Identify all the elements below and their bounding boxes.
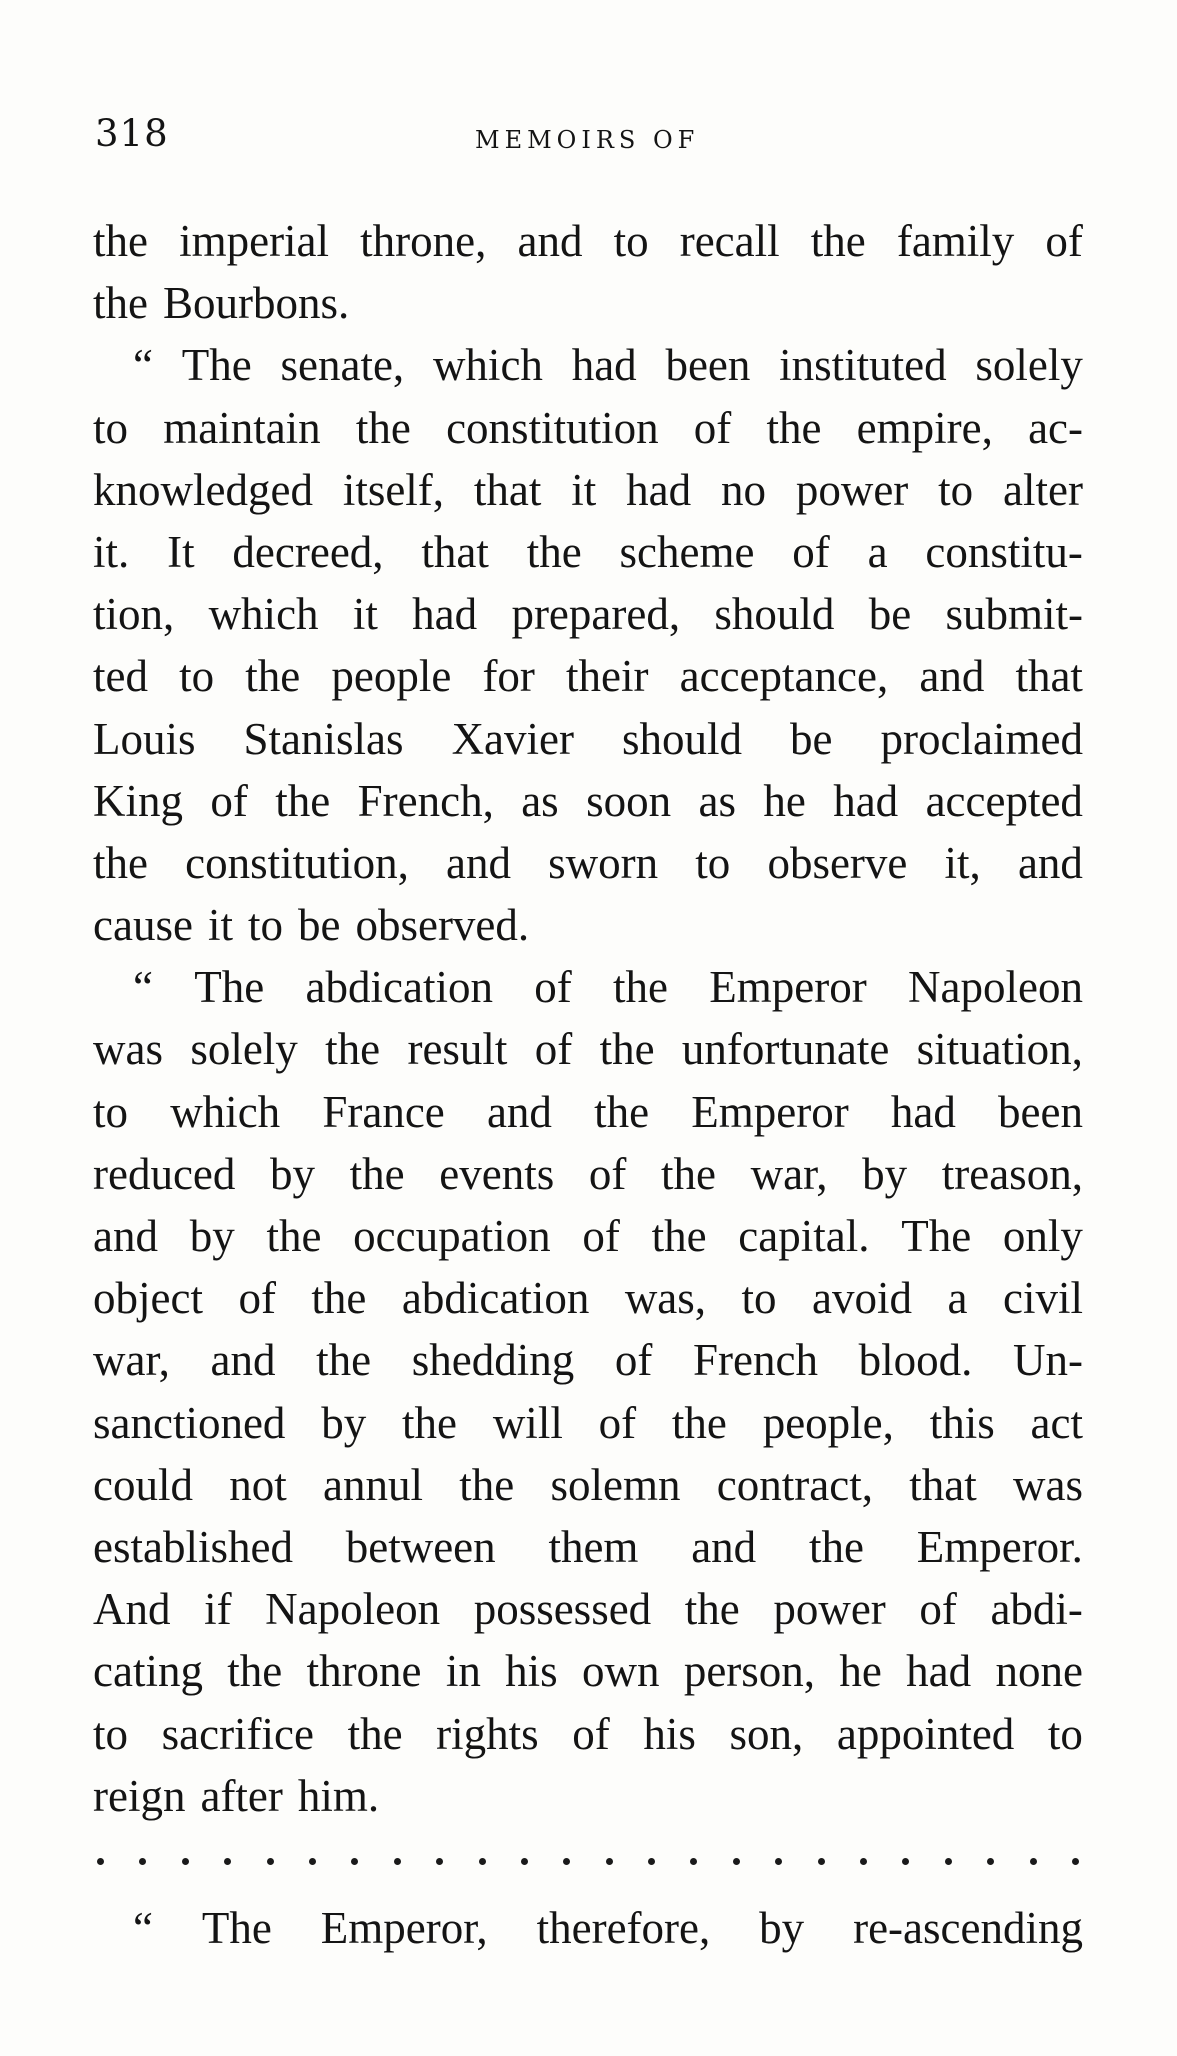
word: own (582, 1646, 660, 1697)
word: could (93, 1459, 193, 1510)
word: of (238, 1273, 276, 1324)
word: the (93, 278, 148, 329)
ellipsis-dot (563, 1858, 570, 1865)
word: if (204, 1584, 232, 1635)
word: Napoleon (265, 1584, 441, 1635)
word: established (93, 1521, 293, 1572)
word: it (571, 464, 597, 515)
word: family (896, 216, 1015, 266)
word: Emperor (709, 962, 867, 1013)
word: annul (323, 1459, 424, 1510)
word: Emperor (691, 1086, 849, 1137)
ellipsis-dot (945, 1858, 952, 1865)
word: accepted (925, 775, 1083, 826)
text-line (93, 1329, 1083, 1391)
text-line (93, 1640, 1083, 1702)
word: and (93, 1211, 158, 1261)
word: to (938, 464, 974, 515)
word: solely (975, 340, 1083, 391)
ellipsis-dot (606, 1858, 613, 1865)
word: was (93, 1024, 163, 1075)
word: war, (93, 1335, 170, 1386)
word: observed. (355, 900, 530, 951)
word: which (432, 340, 543, 391)
word: the (684, 1584, 740, 1635)
ellipsis-dot (267, 1858, 274, 1865)
ellipsis-dot (351, 1858, 358, 1865)
text-line (93, 1392, 1083, 1454)
word: the (93, 216, 148, 266)
word: be (790, 713, 833, 764)
word: The (901, 1211, 972, 1261)
ellipsis-dot (394, 1858, 401, 1865)
word: to (93, 1708, 129, 1759)
text-line (93, 210, 1083, 272)
ellipsis-dot (818, 1858, 825, 1865)
text-line (93, 1516, 1083, 1578)
word: to (695, 837, 731, 888)
ellipsis-dot (224, 1858, 231, 1865)
word: contract, (716, 1459, 873, 1510)
word: war, (750, 1148, 828, 1199)
word: of (693, 402, 732, 453)
word: of (919, 1584, 957, 1635)
word: that (473, 464, 542, 515)
word: The (201, 1902, 272, 1953)
word: ted (93, 651, 148, 702)
ellipsis-dot (690, 1858, 697, 1865)
word: and (919, 651, 985, 702)
word: he (763, 775, 806, 826)
word: cating (93, 1646, 203, 1697)
word: French, (357, 775, 494, 826)
text-line (93, 1454, 1083, 1516)
word: itself, (342, 464, 445, 515)
text-line (93, 272, 1083, 334)
word: not (229, 1459, 287, 1510)
ellipsis-dot (479, 1858, 486, 1865)
ellipsis-dot (309, 1858, 316, 1865)
word: should (714, 589, 835, 640)
word: appointed (836, 1708, 1015, 1759)
text-line (93, 334, 1083, 396)
word: prepared, (511, 589, 681, 640)
word: re-ascending (853, 1902, 1083, 1953)
word: the (316, 1335, 372, 1386)
text-line (93, 1205, 1083, 1267)
word: him. (297, 1770, 380, 1821)
word: had (412, 589, 478, 640)
word: the (245, 651, 301, 702)
body-text (93, 210, 1083, 1959)
word: of (614, 1335, 653, 1386)
word: sanctioned (93, 1397, 286, 1448)
word: the (599, 1024, 655, 1075)
word: rights (436, 1708, 539, 1759)
word: civil (1002, 1273, 1083, 1324)
word: the (526, 526, 582, 577)
word: people (331, 651, 452, 702)
word: Emperor. (916, 1521, 1083, 1572)
word: as (521, 775, 559, 826)
word: of (588, 1148, 627, 1199)
word: to (613, 216, 649, 266)
text-line (93, 1267, 1083, 1329)
word: the (594, 1086, 650, 1137)
word: to (247, 900, 283, 951)
word: the (227, 1646, 283, 1697)
word: after (200, 1770, 283, 1821)
word: And (93, 1584, 171, 1635)
ellipsis-dot (860, 1858, 867, 1865)
word: person, (683, 1646, 816, 1697)
text-line (93, 956, 1083, 1018)
word: to (93, 402, 129, 453)
text-line (93, 770, 1083, 832)
text-line (93, 1897, 1083, 1959)
word: the (275, 775, 331, 826)
word: possessed (473, 1584, 652, 1635)
word: was, (624, 1273, 707, 1324)
word: the (808, 1521, 864, 1572)
word: result (407, 1024, 508, 1075)
ellipsis-dot (521, 1858, 528, 1865)
word: son, (729, 1708, 804, 1759)
word: that (1015, 651, 1083, 702)
word: imperial (179, 216, 330, 266)
text-line (93, 1765, 1083, 1827)
word: therefore, (536, 1902, 711, 1953)
word: people, (762, 1397, 894, 1448)
word: the (459, 1459, 515, 1510)
word: will (492, 1397, 563, 1448)
word: his (643, 1708, 696, 1759)
word: the (402, 1397, 458, 1448)
text-line (93, 583, 1083, 645)
text-line (93, 1578, 1083, 1640)
word: abdication (401, 1273, 590, 1324)
word: which (208, 589, 319, 640)
word: be (297, 900, 341, 951)
word: as (698, 775, 736, 826)
word: of (582, 1211, 620, 1261)
text-line (93, 708, 1083, 770)
word: proclaimed (880, 713, 1083, 764)
word: decreed, (232, 526, 384, 577)
word: only (1002, 1211, 1083, 1261)
word: sacrifice (161, 1708, 314, 1759)
ellipsis-dot (648, 1858, 655, 1865)
word: throne, (360, 216, 487, 266)
word: had (626, 464, 692, 515)
word: been (665, 340, 751, 391)
ellipsis-dot (97, 1858, 104, 1865)
text-line (93, 645, 1083, 707)
word: cause (93, 900, 193, 951)
text-line (93, 894, 1083, 956)
word: the (613, 962, 668, 1013)
ellipsis-dot (436, 1858, 443, 1865)
word: the (766, 402, 822, 453)
text-line (93, 1143, 1083, 1205)
word: reduced (93, 1148, 236, 1199)
word: them (548, 1521, 639, 1572)
word: to (741, 1273, 777, 1324)
word: ac- (1028, 402, 1083, 453)
word: instituted (779, 340, 947, 391)
word: the (347, 1708, 403, 1759)
ellipsis-dot (775, 1858, 782, 1865)
word: of (792, 526, 830, 577)
word: been (998, 1086, 1083, 1137)
word: treason, (941, 1148, 1083, 1199)
word: object (93, 1273, 203, 1324)
word: and (486, 1086, 552, 1137)
word: French (693, 1335, 818, 1386)
word: solemn (550, 1459, 681, 1510)
word: capital. (738, 1211, 870, 1261)
word: by (270, 1148, 316, 1199)
ellipsis-dot (139, 1858, 146, 1865)
word: scheme (619, 526, 755, 577)
word: and (1017, 837, 1083, 888)
word: recall (679, 216, 780, 266)
word: blood. (858, 1335, 973, 1386)
word: a (867, 526, 888, 577)
text-line (93, 832, 1083, 894)
word: tion, (93, 589, 175, 640)
word: Louis (93, 713, 196, 764)
word: Un- (1012, 1335, 1083, 1386)
word: submit- (945, 589, 1083, 640)
word: abdication (305, 962, 493, 1013)
word: to (93, 1086, 129, 1137)
running-head (95, 112, 1085, 162)
word: it, (944, 837, 981, 888)
word: It (167, 526, 195, 577)
word: the (651, 1211, 707, 1261)
word: acceptance, (679, 651, 889, 702)
word: abdi- (990, 1584, 1083, 1635)
word: Napoleon (908, 962, 1083, 1013)
word: occupation (353, 1211, 551, 1261)
ellipsis-dot (1030, 1858, 1037, 1865)
word: his (505, 1646, 558, 1697)
word: had (833, 775, 899, 826)
word: and (210, 1335, 276, 1386)
word: Stanislas (243, 713, 404, 764)
word: by (189, 1211, 235, 1261)
word: Bourbons. (162, 278, 350, 329)
word: the (810, 216, 866, 266)
word: had (890, 1086, 956, 1137)
word: reign (93, 1770, 186, 1821)
word: knowledged (93, 464, 313, 515)
word: and (517, 216, 583, 266)
word: observe (767, 837, 908, 888)
word: throne (306, 1646, 422, 1697)
word: solely (190, 1024, 298, 1075)
word: avoid (812, 1273, 913, 1324)
word: the (311, 1273, 367, 1324)
word: “ (133, 1902, 153, 1953)
word: The (181, 340, 252, 391)
running-title: MEMOIRS OF (475, 126, 700, 154)
text-line (93, 459, 1083, 521)
word: constitution, (185, 837, 409, 888)
word: be (868, 589, 912, 640)
word: of (534, 1024, 573, 1075)
text-line (93, 1018, 1083, 1080)
ellipsis-dot (987, 1858, 994, 1865)
word: senate, (280, 340, 405, 391)
ellipsis-dot (182, 1858, 189, 1865)
word: by (862, 1148, 908, 1199)
word: had (571, 340, 637, 391)
word: that (421, 526, 489, 577)
ellipsis-dots-row (93, 1827, 1083, 1897)
word: he (839, 1646, 882, 1697)
word: to (179, 651, 215, 702)
word: and (691, 1521, 757, 1572)
word: the (349, 1148, 405, 1199)
word: had (906, 1646, 972, 1697)
word: of (1045, 216, 1083, 266)
word: act (1030, 1397, 1083, 1448)
text-line (93, 1703, 1083, 1765)
word: “ (133, 340, 153, 391)
word: which (170, 1086, 281, 1137)
word: by (759, 1902, 805, 1953)
word: the (266, 1211, 322, 1261)
word: to (1047, 1708, 1083, 1759)
word: their (566, 651, 649, 702)
word: that (909, 1459, 977, 1510)
word: of (210, 775, 248, 826)
ellipsis-dot (1072, 1858, 1079, 1865)
word: maintain (163, 402, 321, 453)
ellipsis-dot (733, 1858, 740, 1865)
word: the (671, 1397, 727, 1448)
word: of (572, 1708, 610, 1759)
word: The (194, 962, 265, 1013)
page-number: 318 (95, 112, 169, 155)
word: it. (93, 526, 130, 577)
ellipsis-dot (902, 1858, 909, 1865)
word: no (720, 464, 766, 515)
word: constitution (446, 402, 659, 453)
word: a (947, 1273, 968, 1324)
word: unfortunate (681, 1024, 890, 1075)
word: of (534, 962, 572, 1013)
word: shedding (411, 1335, 575, 1386)
word: the (355, 402, 411, 453)
word: Emperor, (320, 1902, 488, 1953)
word: King (93, 775, 183, 826)
word: between (345, 1521, 496, 1572)
word: sworn (548, 837, 659, 888)
word: it (207, 900, 233, 951)
word: power (773, 1584, 886, 1635)
word: power (795, 464, 909, 515)
word: in (445, 1646, 481, 1697)
word: of (598, 1397, 637, 1448)
word: for (482, 651, 535, 702)
word: none (995, 1646, 1083, 1697)
word: France (322, 1086, 445, 1137)
word: the (660, 1148, 716, 1199)
word: situation, (916, 1024, 1083, 1075)
word: the (93, 837, 148, 888)
word: and (446, 837, 511, 888)
text-line (93, 521, 1083, 583)
word: by (321, 1397, 367, 1448)
word: should (622, 713, 743, 764)
word: constitu- (925, 526, 1083, 577)
word: empire, (856, 402, 993, 453)
word: was (1012, 1459, 1083, 1510)
word: alter (1003, 464, 1083, 515)
word: soon (586, 775, 672, 826)
word: it (352, 589, 378, 640)
text-line (93, 397, 1083, 459)
word: “ (133, 962, 153, 1013)
text-line (93, 1081, 1083, 1143)
word: the (325, 1024, 381, 1075)
word: events (439, 1148, 555, 1199)
word: this (929, 1397, 995, 1448)
word: Xavier (451, 713, 574, 764)
